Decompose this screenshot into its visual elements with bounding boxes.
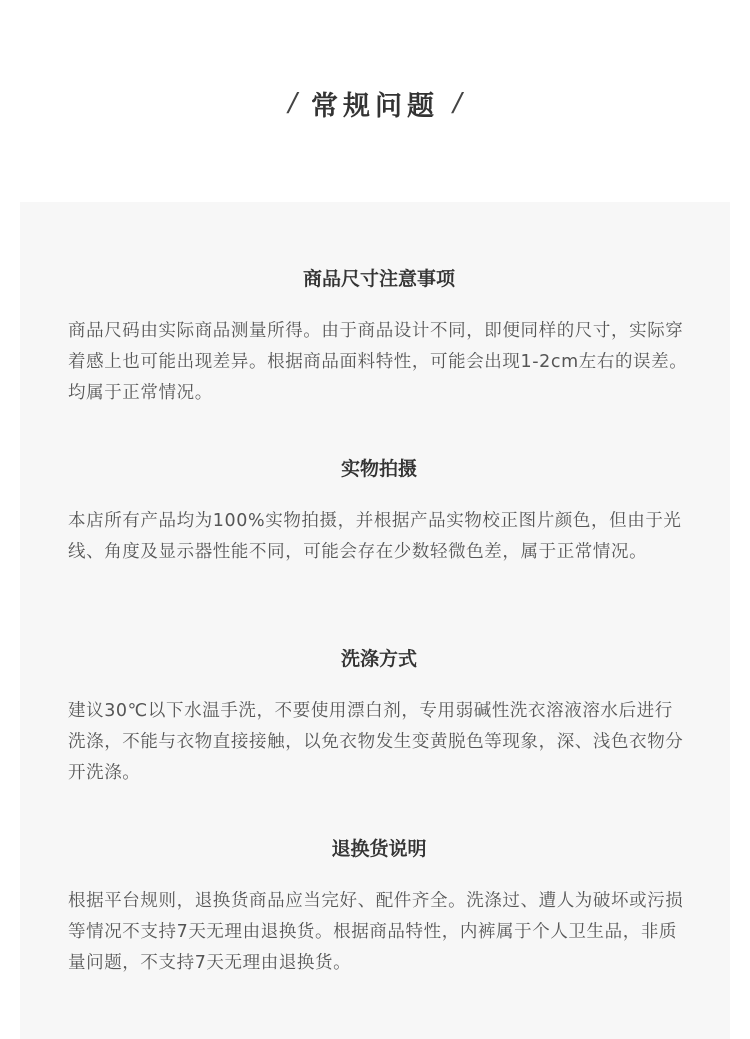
faq-section-size xyxy=(68,266,690,427)
faq-panel xyxy=(20,202,730,1039)
faq-section-returns xyxy=(68,836,690,997)
section-title: 商品尺寸注意事项 xyxy=(302,268,455,290)
faq-section-washing xyxy=(68,646,690,807)
header-slash-left: / xyxy=(288,88,297,118)
page-header xyxy=(0,78,750,128)
section-title: 退换货说明 xyxy=(331,838,427,860)
section-title: 实物拍摄 xyxy=(340,458,417,480)
section-body: 商品尺码由实际商品测量所得。由于商品设计不同，即便同样的尺寸，实际穿着感上也可能出现差异。根据商品面料特性，可能会出现1-2cm左右的误差。均属于正常情况。 xyxy=(68,321,688,403)
section-body: 建议30℃以下水温手洗，不要使用漂白剂，专用弱碱性洗衣溶液溶水后进行洗涤，不能与衣物直接接触，以免衣物发生变黄脱色等现象，深、浅色衣物分开洗涤。 xyxy=(68,701,684,783)
section-body: 本店所有产品均为100%实物拍摄，并根据产品实物校正图片颜色，但由于光线、角度及显示器性能不同，可能会存在少数轻微色差，属于正常情况。 xyxy=(68,511,682,562)
section-title: 洗涤方式 xyxy=(340,648,417,670)
page-title: 常规问题 xyxy=(311,90,439,122)
faq-section-photo xyxy=(68,456,690,586)
section-body: 根据平台规则，退换货商品应当完好、配件齐全。洗涤过、遭人为破坏或污损等情况不支持7天无理由退换货。根据商品特性，内裤属于个人卫生品，非质量问题，不支持7天无理由退换货。 xyxy=(68,891,684,973)
header-slash-right: / xyxy=(453,88,462,118)
